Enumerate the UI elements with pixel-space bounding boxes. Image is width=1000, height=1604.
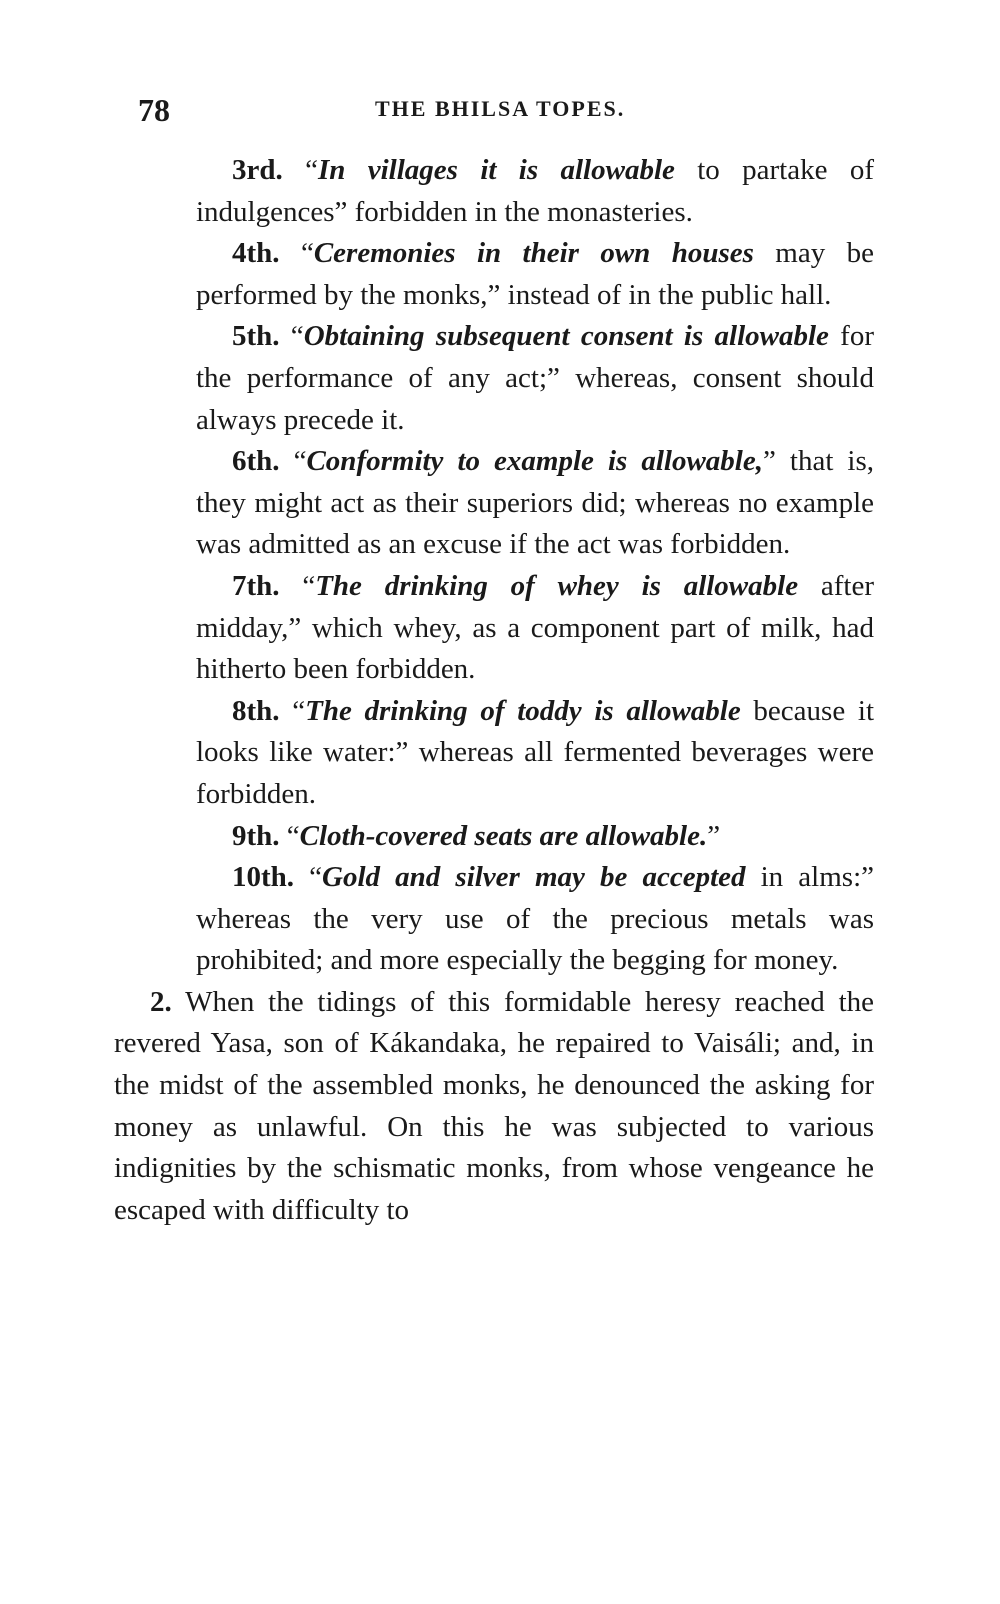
body-paragraph: 2. When the tidings of this formidable heresy reached the revered Yasa, son of Kákandaka, he repaired to Vaisáli; and, in the midst of the assembled monks, he denounced the asking for money as unlawful. On this he was subjected to various indignities by the schismatic monks, from whose vengeance he escaped with difficulty to: [114, 985, 874, 1226]
list-item: 3rd. “In villages it is allowable to partake of indulgences” forbidden in the monasteries.: [196, 154, 874, 228]
page-body: [114, 150, 874, 1231]
list-item: 6th. “Conformity to example is allowable,” that is, they might act as their superiors did; whereas no example was admitted as an excuse if the act was forbidden.: [196, 445, 875, 561]
list-item: 9th. “Cloth-covered seats are allowable.”: [232, 819, 721, 852]
list-item: 7th. “The drinking of whey is allowable after midday,” which whey, as a component part of milk, had hitherto been forbidden.: [196, 569, 874, 686]
list-item: 5th. “Obtaining subsequent consent is allowable for the performance of any act;” whereas, consent should always precede it.: [196, 320, 874, 436]
running-title: THE BHILSA TOPES.: [375, 96, 626, 121]
page-header: [138, 92, 898, 132]
page-number: 78: [138, 92, 170, 128]
list-item: 8th. “The drinking of toddy is allowable because it looks like water:” whereas all fermented beverages were forbidden.: [196, 694, 874, 810]
list-item: 4th. “Ceremonies in their own houses may be performed by the monks,” instead of in the public hall.: [196, 237, 874, 311]
list-item: 10th. “Gold and silver may be accepted in alms:” whereas the very use of the precious metals was prohibited; and more especially the begging for money.: [196, 861, 874, 977]
